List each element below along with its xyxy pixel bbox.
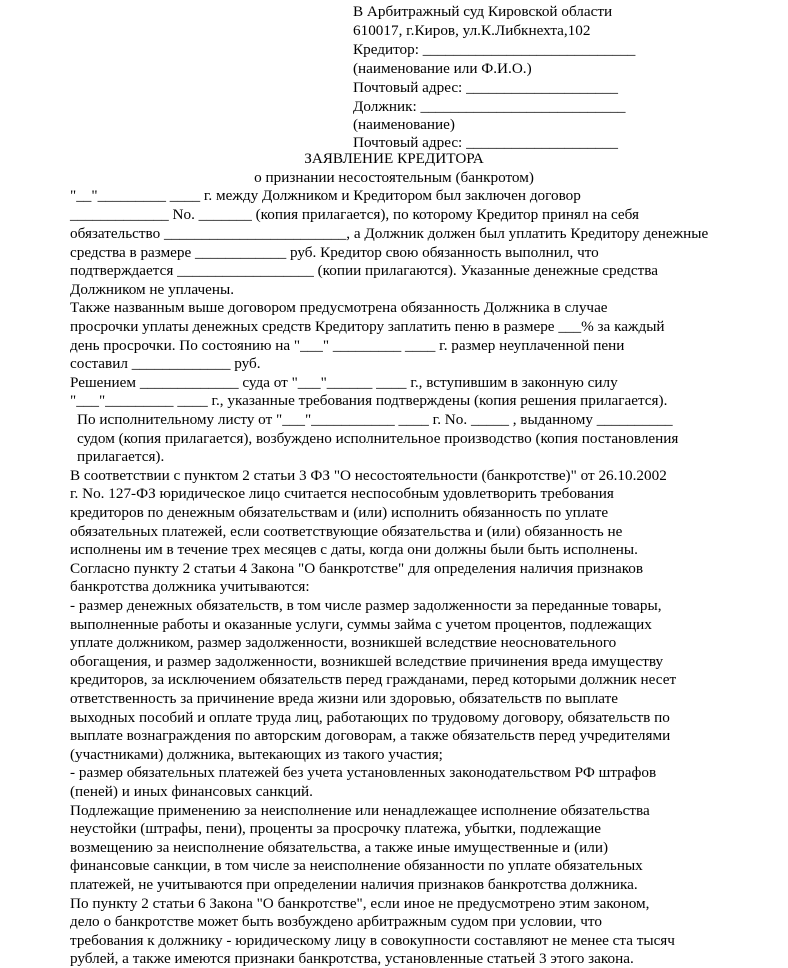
document-subtitle: о признании несостоятельным (банкротом) [254,169,534,186]
body-line: уплате должником, размер задолженности, возникшей вследствие неосновательного [70,634,617,651]
body-line: "___"_________ ____ г., указанные требования подтверждены (копия решения прилагается). [70,392,668,409]
court-address: 610017, г.Киров, ул.К.Либкнехта,102 [353,22,591,39]
body-line: - размер обязательных платежей без учета установленных законодательством РФ штрафов [70,764,657,781]
body-line: прилагается). [77,448,165,465]
debtor-address: Почтовый адрес: ____________________ [353,134,618,151]
body-line: неустойки (штрафы, пени), проценты за просрочку платежа, убытки, подлежащие [70,820,601,837]
body-line: обязательных платежей, если соответствующие обязательства и (или) обязанность не [70,523,623,540]
body-line: подтверждается __________________ (копии прилагаются). Указанные денежные средства [70,262,658,279]
body-line: обязательство ________________________, а Должник должен был уплатить Кредитору денежные [70,225,709,242]
body-line: - размер денежных обязательств, в том числе размер задолженности за переданные товары, [70,597,662,614]
body-line: выплате вознаграждения по авторским договорам, а также обязательств перед учредителями [70,727,671,744]
body-line: судом (копия прилагается), возбуждено исполнительное производство (копия постановления [77,430,679,447]
body-line: кредиторов по денежным обязательствам и (или) исполнить обязанность по уплате [70,504,609,521]
body-line: Решением _____________ суда от "___"______ ____ г., вступившим в законную силу [70,374,618,391]
creditor-hint: (наименование или Ф.И.О.) [353,60,532,77]
body-line: просрочки уплаты денежных средств Кредитору заплатить пеню в размере ___% за каждый [70,318,665,335]
body-line: _____________ No. _______ (копия прилагается), по которому Кредитор принял на себя [70,206,639,223]
body-line: возмещению за неисполнение обязательства, а также иные имущественные и (или) [70,839,609,856]
body-line: По исполнительному листу от "___"___________ ____ г. No. _____ , выданному __________ [77,411,673,428]
document-title: ЗАЯВЛЕНИЕ КРЕДИТОРА [304,150,484,167]
body-line: Также названным выше договором предусмотрена обязанность Должника в случае [70,299,608,316]
body-line: В соответствии с пунктом 2 статьи 3 ФЗ "О несостоятельности (банкротстве)" от 26.10.2002 [70,467,667,484]
court-name: В Арбитражный суд Кировской области [353,3,613,20]
creditor-address: Почтовый адрес: ____________________ [353,79,618,96]
body-line: (пеней) и иных финансовых санкций. [70,783,313,800]
creditor-field: Кредитор: ____________________________ [353,41,636,58]
body-line: По пункту 2 статьи 6 Закона "О банкротстве", если иное не предусмотрено этим законом, [70,895,650,912]
body-line: (участниками) должника, вытекающих из такого участия; [70,746,443,763]
debtor-field: Должник: ___________________________ [353,98,626,115]
body-line: кредиторов, за исключением обязательств перед гражданами, перед которыми должник несет [70,671,677,688]
body-line: финансовые санкции, в том числе за неисполнение обязанности по уплате обязательных [70,857,643,874]
body-line: требования к должнику - юридическому лицу в совокупности составляют не менее ста тысяч [70,932,675,949]
body-line: банкротства должника учитываются: [70,578,310,595]
body-line: "__"_________ ____ г. между Должником и Кредитором был заключен договор [70,187,581,204]
body-line: выполненные работы и оказанные услуги, суммы займа с учетом процентов, подлежащих [70,616,652,633]
body-line: составил _____________ руб. [70,355,261,372]
body-line: платежей, не учитываются при определении наличия признаков банкротства должника. [70,876,638,893]
body-line: исполнены им в течение трех месяцев с даты, когда они должны были быть исполнены. [70,541,638,558]
body-line: Подлежащие применению за неисполнение или ненадлежащее исполнение обязательства [70,802,650,819]
body-line: г. No. 127-ФЗ юридическое лицо считается неспособным удовлетворить требования [70,485,614,502]
body-line: выходных пособий и оплате труда лиц, работающих по трудовому договору, обязательств по [70,709,670,726]
body-line: обогащения, и размер задолженности, возникшей вследствие причинения вреда имуществу [70,653,664,670]
body-line: Должником не уплачены. [70,281,235,298]
body-line: рублей, а также имеются признаки банкротства, установленные статьей 3 этого закона. [70,950,634,967]
body-line: день просрочки. По состоянию на "___" _________ ____ г. размер неуплаченной пени [70,337,625,354]
body-line: ответственность за причинение вреда жизни или здоровью, обязательств по выплате [70,690,618,707]
body-line: дело о банкротстве может быть возбуждено арбитражным судом при условии, что [70,913,602,930]
debtor-hint: (наименование) [353,116,455,133]
body-line: средства в размере ____________ руб. Кредитор свою обязанность выполнил, что [70,244,599,261]
body-line: Согласно пункту 2 статьи 4 Закона "О банкротстве" для определения наличия признаков [70,560,644,577]
